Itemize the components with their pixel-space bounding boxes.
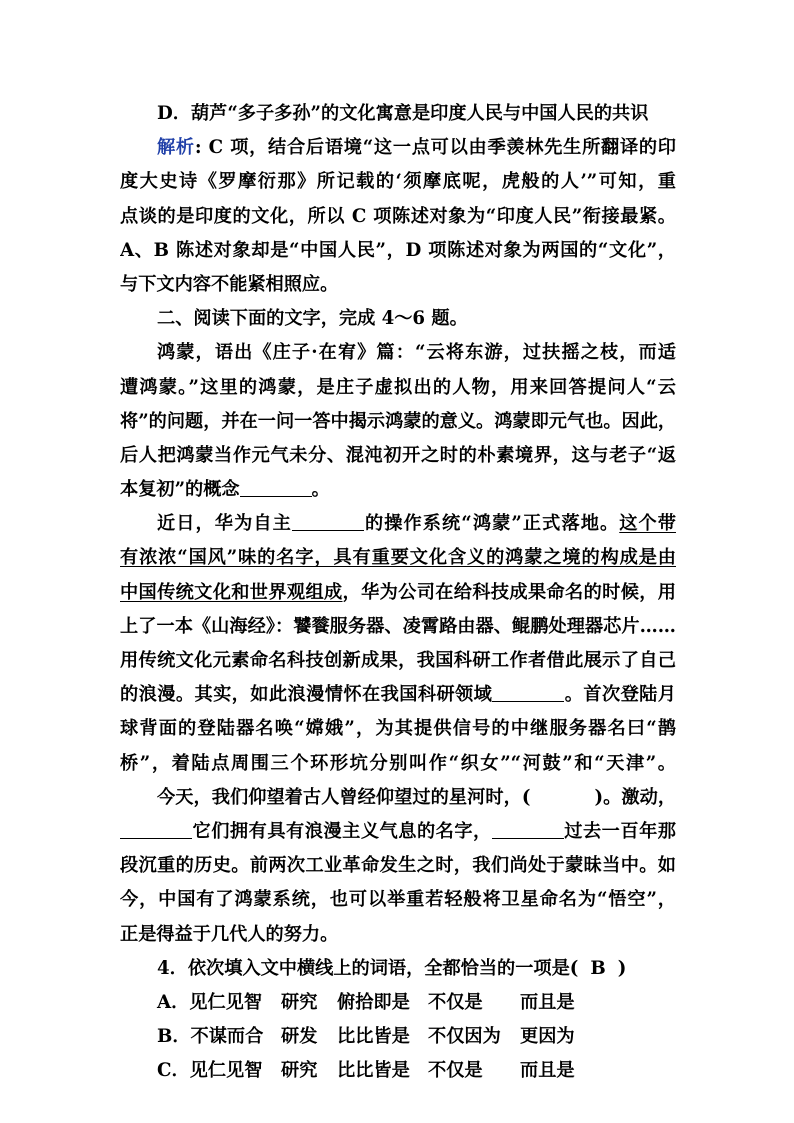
analysis-line-2: 度大史诗《罗摩衍那》所记载的‘须摩底呢，虎般的人’”可知，重 [120,171,676,193]
passage-p3-line-3: 段沉重的历史。前两次工业革命发生之时，我们尚处于蒙昧当中。如 [120,855,676,877]
fill-blank-3 [492,681,564,702]
option-b: B．不谋而合 研发 比比皆是 不仅因为 更因为 [157,1026,575,1048]
passage-p2-line-5: 用传统文化元素命名科技创新成果，我国科研工作者借此展示了自己 [120,650,676,671]
passage-p2-line-4: 上了一本《山海经》：饕餮服务器、凌霄路由器、鲲鹏处理器芯片…… [120,615,676,637]
underlined-sentence-start: 这个带 [619,513,676,535]
passage-p3-line-1: 今天，我们仰望着古人曾经仰望过的星河时，( )。激动， [157,786,676,808]
passage-p3-line-2: 它们拥有具有浪漫主义气息的名字， 过去一百年那 [120,815,676,849]
passage-p1-line-1: 鸿蒙，语出《庄子·在宥》篇：“云将东游，过扶摇之枝，而适 [157,342,676,364]
analysis-line-4: A、B 陈述对象却是“中国人民”，D 项陈述对象为两国的“文化”， [120,239,676,261]
analysis-line-3: 点谈的是印度的文化，所以 C 项陈述对象为“印度人民”衔接最紧。 [120,205,676,227]
underlined-sentence-end: 中国传统文化和世界观组成 [120,581,343,603]
analysis-line-1: 解析: C 项，结合后语境“这一点可以由季羡林先生所翻译的印 [157,137,676,159]
passage-p1-line-2: 遭鸿蒙。”这里的鸿蒙，是庄子虚拟出的人物，用来回答提问人“云 [120,376,676,398]
option-d-line: D．葫芦“多子多孙”的文化寓意是印度人民与中国人民的共识 [157,103,649,124]
passage-p3-line-4: 今，中国有了鸿蒙系统，也可以举重若轻般将卫星命名为“悟空”， [120,889,676,911]
passage-p3-line-5: 正是得益于几代人的努力。 [120,923,339,945]
passage-p2-line-2 [120,541,676,575]
passage-p2-line-1: 近日，华为自主 的操作系统“鸿蒙”正式落地。这个带 [120,507,676,541]
analysis-label: 解析 [157,137,195,159]
passage-p1-line-5: 本复初”的概念 。 [120,473,676,507]
passage-p2-line-8: 桥”，着陆点周围三个环形坑分别叫作“织女”“河鼓”和“天津”。 [120,752,676,774]
fill-blank-1 [240,476,312,497]
analysis-line-5: 与下文内容不能紧相照应。 [120,273,339,295]
underlined-sentence: 有浓浓“国风”味的名字，具有重要文化含义的鸿蒙之境的构成是由 [120,547,676,569]
document-page [120,97,676,1088]
passage-p2-line-3: 中国传统文化和世界观组成，华为公司在给科技成果命名的时候，用 [120,581,676,603]
fill-blank-5 [492,818,564,839]
option-c: C．见仁见智 研究 比比皆是 不仅是 而且是 [157,1060,575,1082]
passage-p1-line-3: 将”的问题，并在一问一答中揭示鸿蒙的意义。鸿蒙即元气也。因此， [120,410,676,432]
option-a: A．见仁见智 研究 俯拾即是 不仅是 而且是 [157,991,575,1013]
fill-blank-2 [292,510,364,531]
question-4: 4．依次填入文中横线上的词语，全都恰当的一项是( B ) [157,957,627,979]
passage-p2-line-7: 球背面的登陆器名唤“嫦娥”，为其提供信号的中继服务器名曰“鹊 [120,718,676,740]
section-heading: 二、阅读下面的文字，完成 4～6 题。 [157,308,468,330]
fill-blank-4 [120,818,192,839]
answer: B [590,957,606,979]
passage-p1-line-4: 后人把鸿蒙当作元气未分、混沌初开之时的朴素境界，这与老子“返 [120,444,676,466]
passage-p2-line-6: 的浪漫。其实，如此浪漫情怀在我国科研领域 。首次登陆月 [120,678,676,712]
